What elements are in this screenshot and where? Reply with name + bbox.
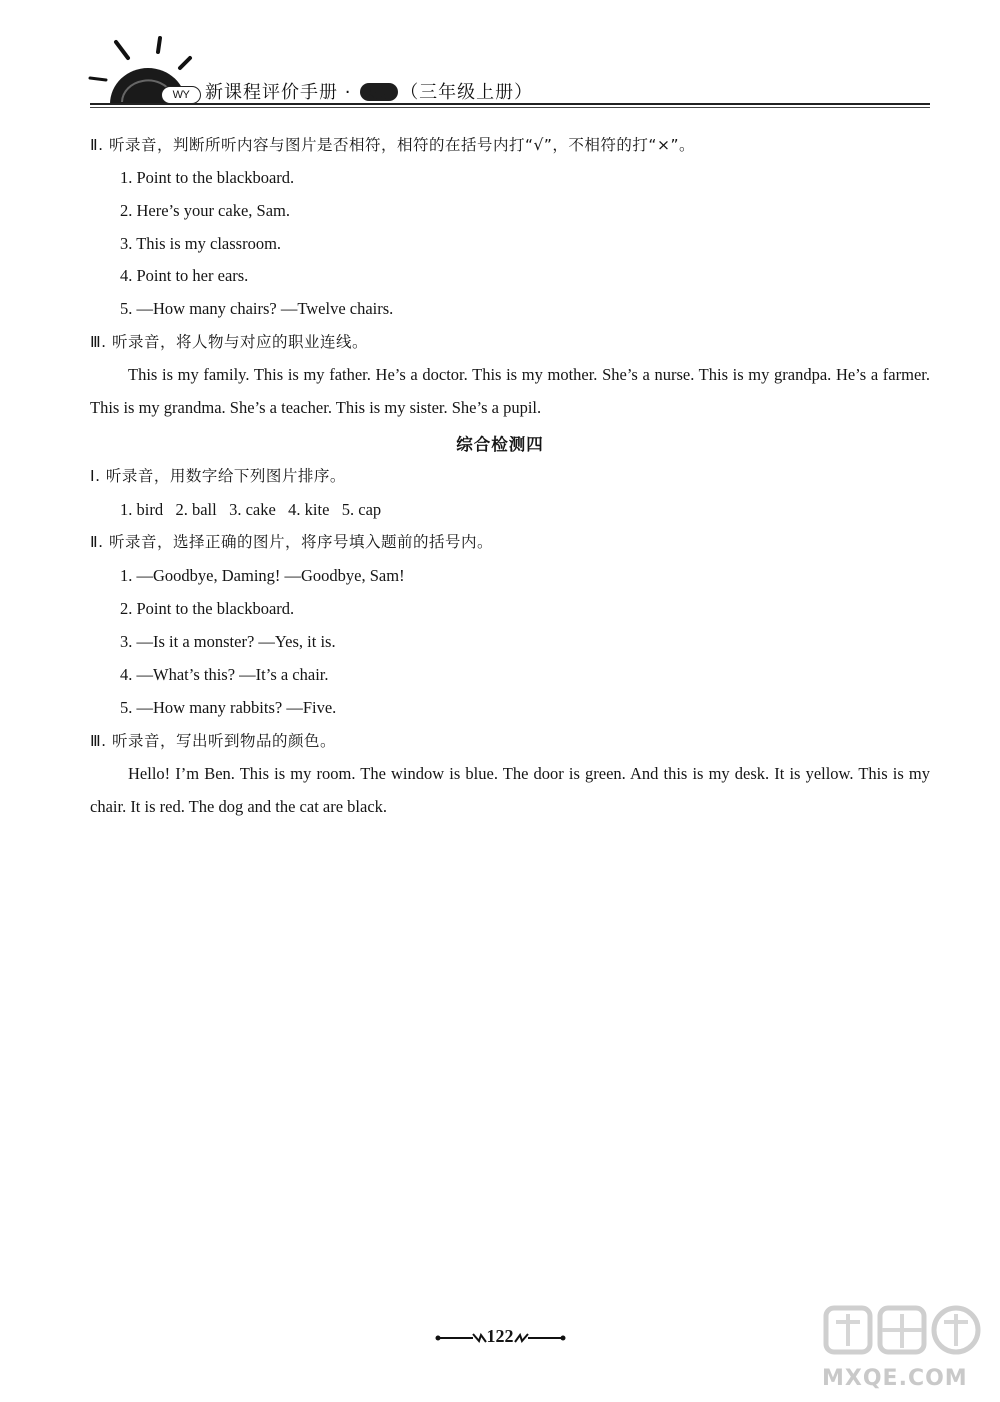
section-title: 综合检测四 [456, 435, 544, 454]
wy-badge: WY [161, 86, 201, 104]
page-header [0, 0, 1000, 112]
list-item: 1. —Goodbye, Daming! —Goodbye, Sam! [120, 566, 405, 585]
list-item: 5. —How many chairs? —Twelve chairs. [120, 299, 394, 318]
watermark-text: MXQE.COM [822, 1366, 968, 1391]
list-item: 4. Point to her ears. [120, 266, 249, 285]
section-3-heading: Ⅲ. 听录音，将人物与对应的职业连线。 [90, 333, 369, 351]
room-passage: Hello! I’m Ben. This is my room. The window is blue. The door is green. And this is my desk. It is yellow. This is my chair. It is red. The dog and the cat are black. [90, 764, 930, 816]
list-item: 3. This is my classroom. [120, 234, 282, 253]
list-item: 5. —How many rabbits? —Five. [120, 698, 337, 717]
section-2-heading: Ⅱ. 听录音，判断所听内容与图片是否相符，相符的在括号内打“√”，不相符的打“×”。 [90, 136, 695, 154]
list-item: 3. —Is it a monster? —Yes, it is. [120, 632, 336, 651]
title-suffix: （三年级上册） [400, 82, 534, 103]
title-prefix: 新课程评价手册 · [205, 82, 359, 103]
list-item: 2. Here’s your cake, Sam. [120, 201, 290, 220]
list-item: 1. Point to the blackboard. [120, 168, 295, 187]
family-passage: This is my family. This is my father. He’s a doctor. This is my mother. She’s a nurse. This is my grandpa. He’s a farmer. This is my grandma. She’s a teacher. This is my sister. She’s a pupil. [90, 365, 930, 417]
book-title [205, 78, 533, 104]
part-b-section-2-heading: Ⅱ. 听录音，选择正确的图片，将序号填入题前的括号内。 [90, 533, 493, 551]
page-number: 122 [486, 1326, 514, 1346]
header-rule-thin [90, 107, 930, 108]
part-b-section-3-heading: Ⅲ. 听录音，写出听到物品的颜色。 [90, 732, 337, 750]
part-b-section-1-heading: Ⅰ. 听录音，用数字给下列图片排序。 [90, 467, 346, 485]
list-item: 4. —What’s this? —It’s a chair. [120, 665, 329, 684]
header-rule [90, 103, 930, 105]
left-ornament-icon [435, 1332, 487, 1344]
right-ornament-icon [514, 1332, 566, 1344]
subject-badge: 英语 [360, 83, 398, 101]
ordering-items: 1. bird 2. ball 3. cake 4. kite 5. cap [120, 500, 382, 519]
list-item: 2. Point to the blackboard. [120, 599, 295, 618]
